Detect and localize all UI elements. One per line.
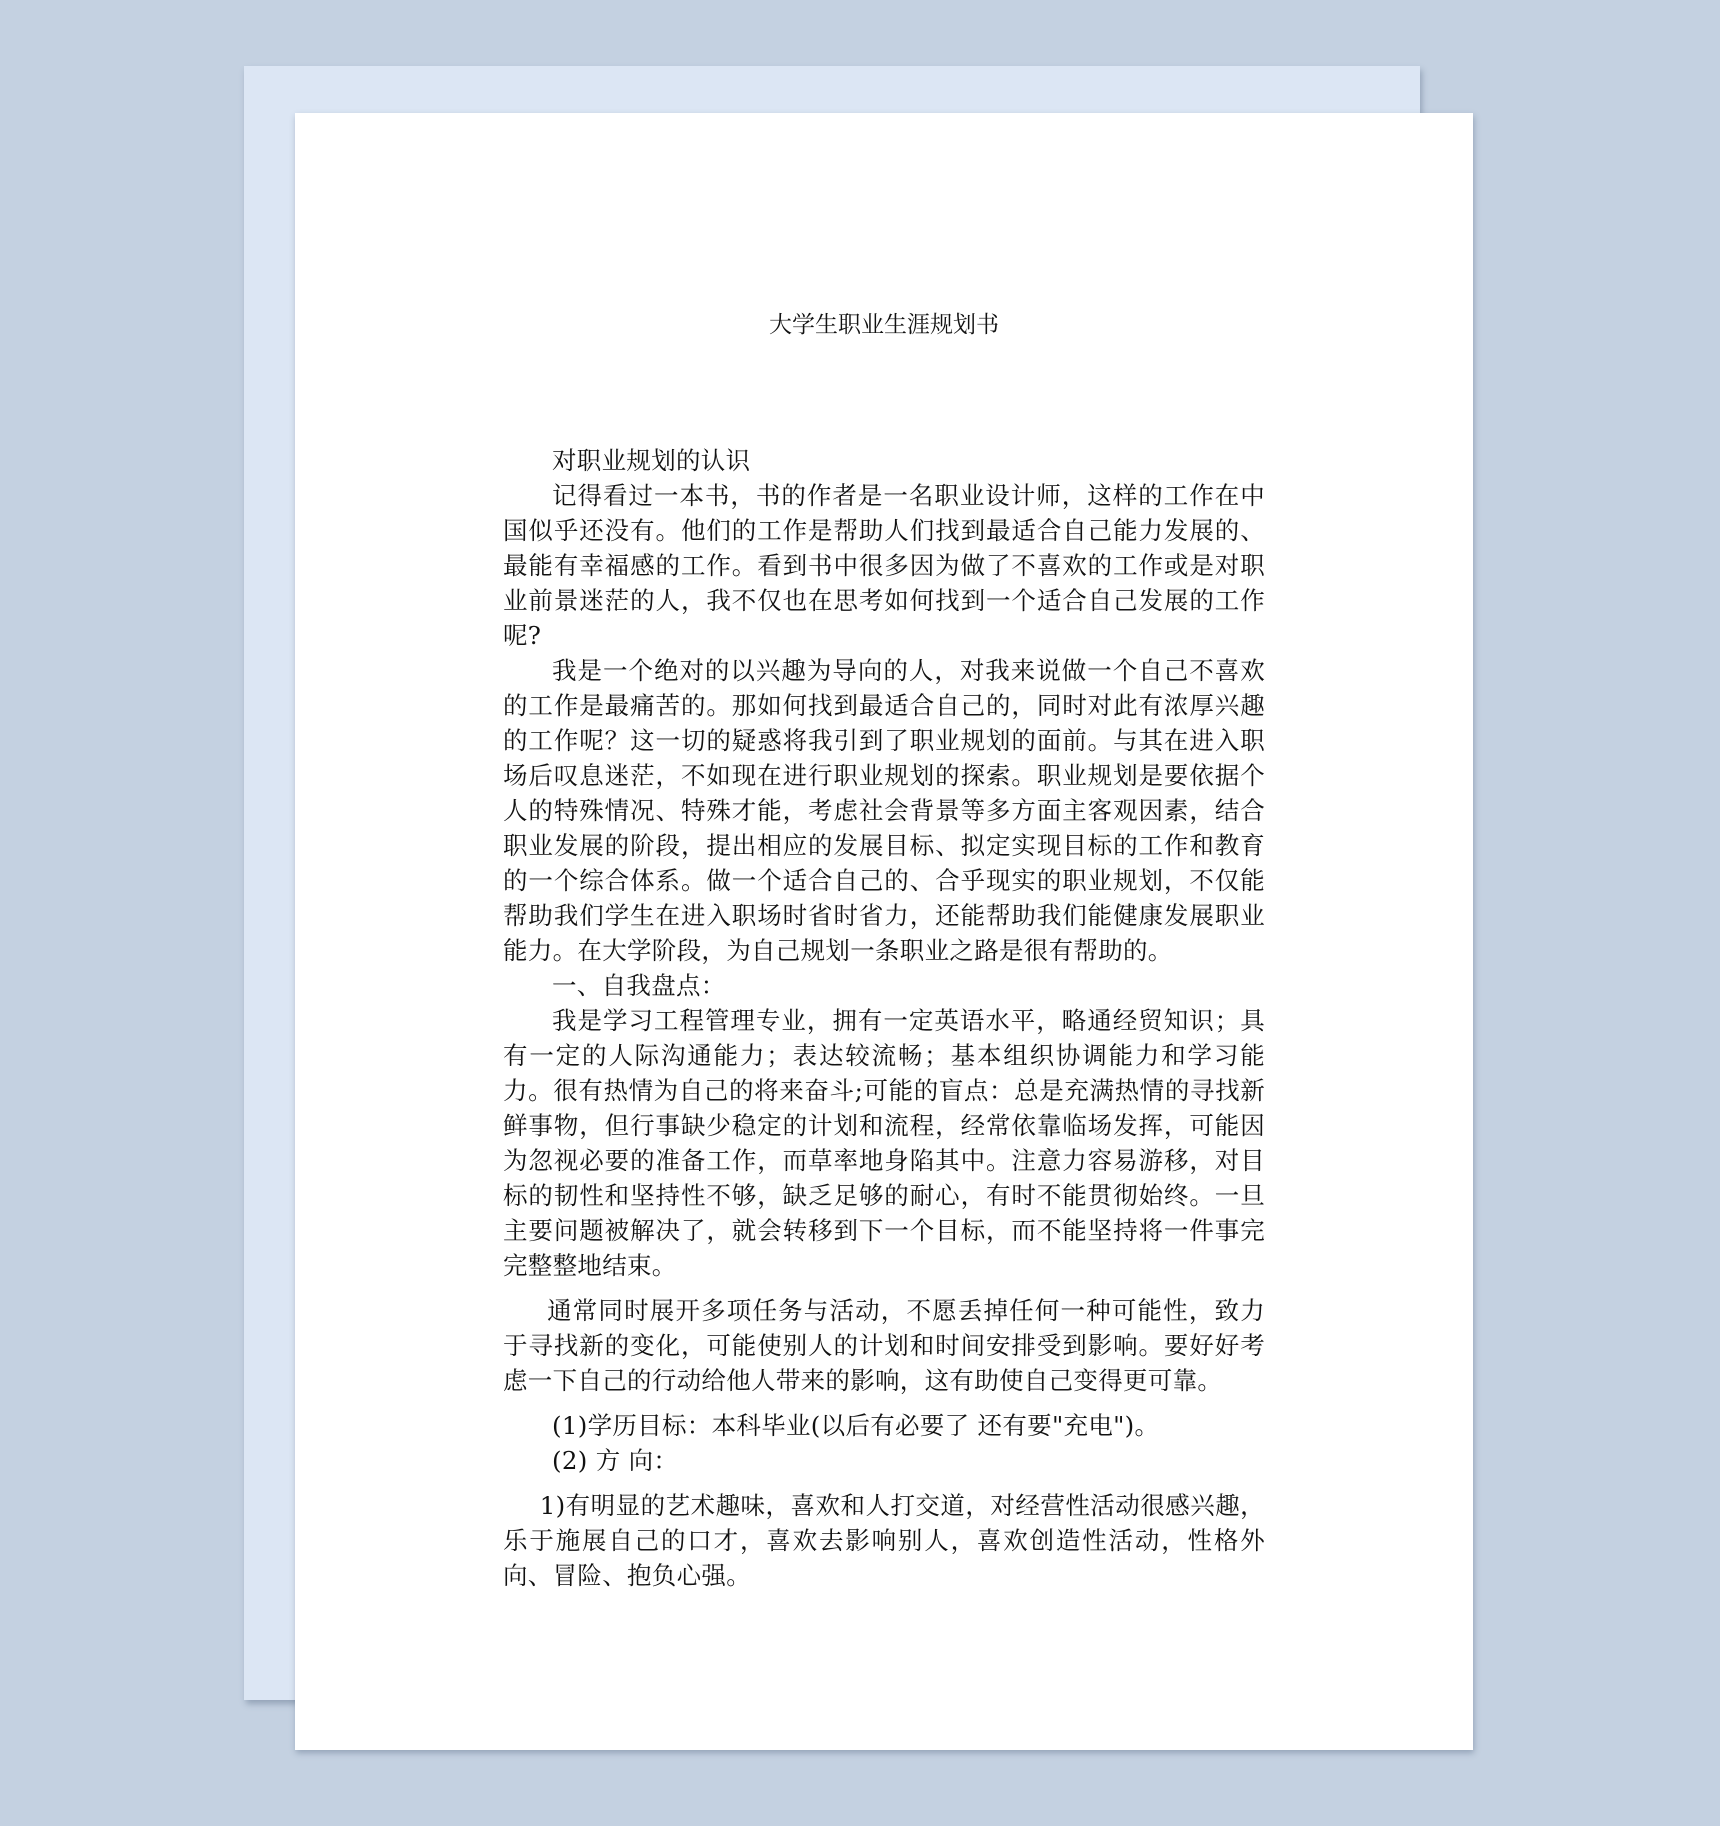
list-item-direction: (2) 方 向： bbox=[552, 1446, 679, 1475]
document-body bbox=[503, 443, 1265, 1593]
section-heading-self-inventory: 一、自我盘点： bbox=[552, 971, 726, 1000]
list-item-education-goal: (1)学历目标：本科毕业(以后有必要了 还有要"充电")。 bbox=[552, 1411, 1160, 1440]
section-heading-career-planning: 对职业规划的认识 bbox=[552, 446, 751, 475]
paragraph-book-memory: 记得看过一本书，书的作者是一名职业设计师，这样的工作在中国似乎还没有。他们的工作是帮助人们找到最适合自己能力发展的、最能有幸福感的工作。看到书中很多因为做了不喜欢的工作或是对职业前景迷茫的人，我不仅也在思考如何找到一个适合自己发展的工作呢? bbox=[503, 481, 1265, 650]
document-page bbox=[295, 113, 1473, 1750]
paragraph-self-inventory: 我是学习工程管理专业，拥有一定英语水平，略通经贸知识；具有一定的人际沟通能力；表达较流畅；基本组织协调能力和学习能力。很有热情为自己的将来奋斗;可能的盲点：总是充满热情的寻找新鲜事物，但行事缺少稳定的计划和流程，经常依靠临场发挥，可能因为忽视必要的准备工作，而草率地身陷其中。注意力容易游移，对目标的韧性和坚持性不够，缺乏足够的耐心，有时不能贯彻始终。一旦主要问题被解决了，就会转移到下一个目标，而不能坚持将一件事完完整整地结束。 bbox=[503, 1006, 1265, 1280]
paragraph-multitasking: 通常同时展开多项任务与活动，不愿丢掉任何一种可能性，致力于寻找新的变化，可能使别人的计划和时间安排受到影响。要好好考虑一下自己的行动给他人带来的影响，这有助使自己变得更可靠。 bbox=[503, 1296, 1265, 1395]
paragraph-interest-oriented: 我是一个绝对的以兴趣为导向的人，对我来说做一个自己不喜欢的工作是最痛苦的。那如何找到最适合自己的，同时对此有浓厚兴趣的工作呢？这一切的疑惑将我引到了职业规划的面前。与其在进入职场后叹息迷茫，不如现在进行职业规划的探索。职业规划是要依据个人的特殊情况、特殊才能，考虑社会背景等多方面主客观因素，结合职业发展的阶段，提出相应的发展目标、拟定实现目标的工作和教育的一个综合体系。做一个适合自己的、合乎现实的职业规划，不仅能帮助我们学生在进入职场时省时省力，还能帮助我们能健康发展职业能力。在大学阶段，为自己规划一条职业之路是很有帮助的。 bbox=[503, 656, 1265, 965]
list-item-artistic-interest: 1)有明显的艺术趣味，喜欢和人打交道，对经营性活动很感兴趣，乐于施展自己的口才，喜欢去影响别人，喜欢创造性活动，性格外向、冒险、抱负心强。 bbox=[503, 1491, 1265, 1590]
document-title: 大学生职业生涯规划书 bbox=[769, 312, 999, 338]
